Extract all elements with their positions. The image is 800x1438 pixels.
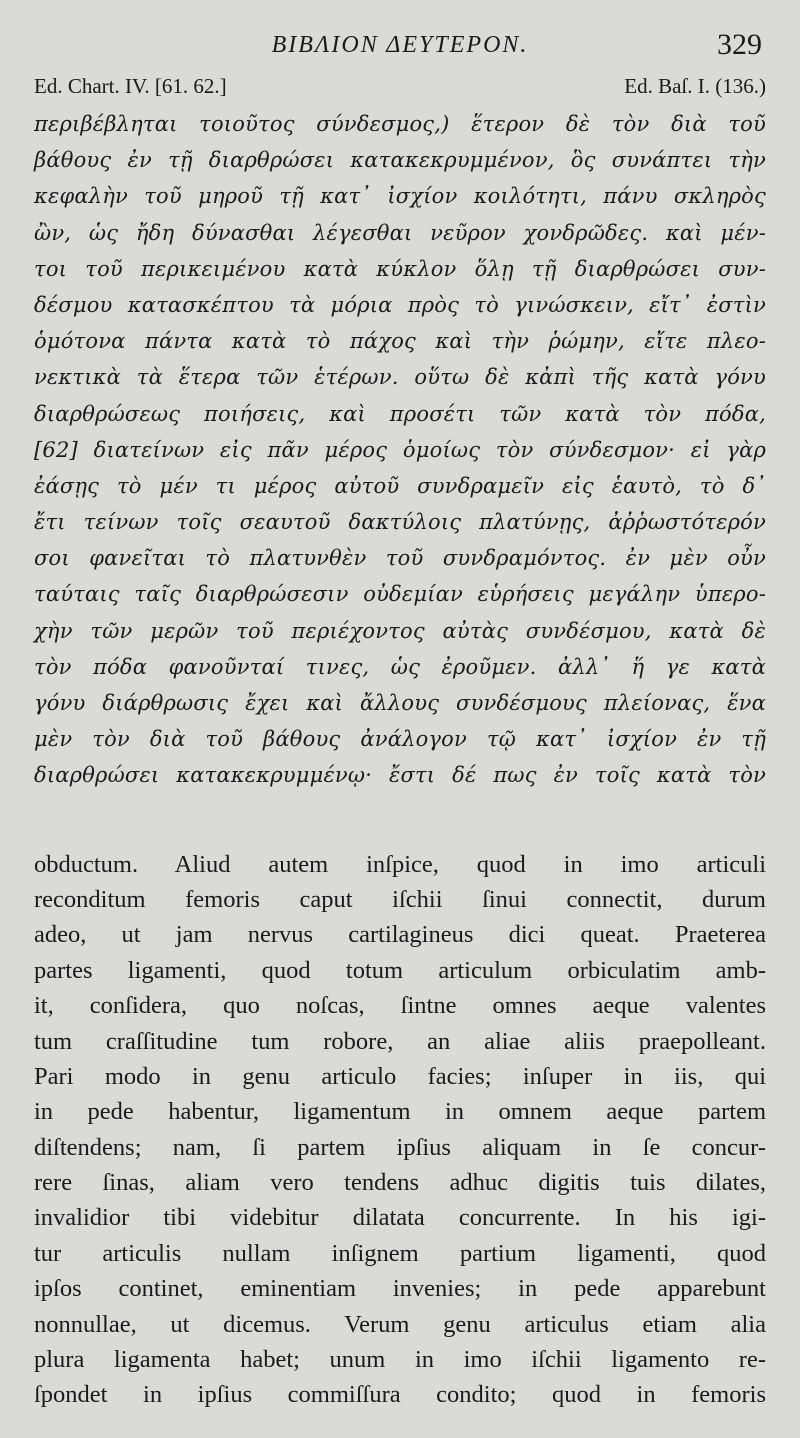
greek-text-line: γόνυ διάρθρωσις ἔχει καὶ ἄλλους συνδέσμους πλείονας, ἕνα xyxy=(34,691,766,715)
latin-text-line: tur articulis nullam inſignem partium ligamenti, quod xyxy=(34,1239,766,1267)
running-head xyxy=(34,28,766,68)
greek-text-block xyxy=(34,106,766,794)
latin-text-line: ſpondet in ipſius commiſſura condito; quod in femoris xyxy=(34,1381,766,1409)
greek-text-line: κεφαλὴν τοῦ μηροῦ τῇ κατ᾽ ἰσχίον κοιλότητι, πάνυ σκληρὸς xyxy=(34,184,766,209)
edition-chartier-reference: Ed. Chart. IV. [61. 62.] xyxy=(34,74,227,98)
latin-text-line: tum craſſitudine tum robore, an aliae aliis praepolleant. xyxy=(34,1027,766,1055)
greek-text-line: ὁμότονα πάντα κατὰ τὸ πάχος καὶ τὴν ῥώμην, εἴτε πλεο- xyxy=(34,329,766,354)
latin-text-line: partes ligamenti, quod totum articulum orbiculatim amb- xyxy=(34,956,766,984)
latin-text-block xyxy=(34,847,766,1413)
latin-text-line: invalidior tibi videbitur dilatata concurrente. In his igi- xyxy=(34,1204,766,1232)
greek-text-line: ὢν, ὡς ἤδη δύνασθαι λέγεσθαι νεῦρον χονδρῶδες. καὶ μέν- xyxy=(34,220,766,245)
edition-basel-reference: Ed. Baſ. I. (136.) xyxy=(624,74,766,98)
latin-text-line: adeo, ut jam nervus cartilagineus dici queat. Praeterea xyxy=(34,921,766,949)
greek-text-line: περιβέβληται τοιοῦτος σύνδεσμος,) ἕτερον δὲ τὸν διὰ τοῦ xyxy=(34,112,766,136)
greek-text-line: ἔτι τείνων τοῖς σεαυτοῦ δακτύλοις πλατύνῃς, ἀῤῥωστότερόν xyxy=(34,510,766,535)
latin-text-line: diſtendens; nam, ſi partem ipſius aliquam in ſe concur- xyxy=(34,1133,766,1161)
greek-text-line: διαρθρώσεως ποιήσεις, καὶ προσέτι τῶν κατὰ τὸν πόδα, xyxy=(34,401,766,426)
latin-text-line: plura ligamenta habet; unum in imo iſchii ligamento re- xyxy=(34,1346,766,1374)
greek-text-line: χὴν τῶν μερῶν τοῦ περιέχοντος αὐτὰς συνδέσμου, κατὰ δὲ xyxy=(34,618,766,643)
greek-text-line: διαρθρώσει κατακεκρυμμένῳ· ἔστι δέ πως ἐν τοῖς κατὰ τὸν xyxy=(34,763,766,788)
greek-text-line: τὸν πόδα φανοῦνταί τινες, ὡς ἐροῦμεν. ἀλλ᾽ ἥ γε κατὰ xyxy=(34,654,766,679)
greek-text-line: νεκτικὰ τὰ ἕτερα τῶν ἑτέρων. οὕτω δὲ κἀπὶ τῆς κατὰ γόνυ xyxy=(34,365,766,390)
running-title: ΒΙΒΛΙΟΝ ΔΕΥΤΕΡΟΝ. xyxy=(271,32,529,58)
edition-reference-line xyxy=(34,74,766,104)
greek-text-line: τοι τοῦ περικειμένου κατὰ κύκλον ὅλῃ τῇ διαρθρώσει συν- xyxy=(34,256,766,281)
latin-text-line: ipſos continet, eminentiam invenies; in pede apparebunt xyxy=(34,1275,766,1303)
latin-text-line: it, conſidera, quo noſcas, ſintne omnes aeque valentes xyxy=(34,992,766,1020)
greek-text-line: [62] διατείνων εἰς πᾶν μέρος ὁμοίως τὸν σύνδεσμον· εἰ γὰρ xyxy=(34,437,766,462)
latin-text-line: reconditum femoris caput iſchii ſinui connectit, durum xyxy=(34,885,766,913)
page-number: 329 xyxy=(717,28,762,61)
greek-text-line: μὲν τὸν διὰ τοῦ βάθους ἀνάλογον τῷ κατ᾽ ἰσχίον ἐν τῇ xyxy=(34,727,766,752)
latin-text-line: nonnullae, ut dicemus. Verum genu articulus etiam alia xyxy=(34,1310,766,1338)
greek-text-line: ἐάσῃς τὸ μέν τι μέρος αὐτοῦ συνδραμεῖν εἰς ἑαυτὸ, τὸ δ᾽ xyxy=(34,473,766,498)
latin-text-line: obductum. Aliud autem inſpice, quod in imo articuli xyxy=(34,850,766,878)
greek-text-line: δέσμου κατασκέπτου τὰ μόρια πρὸς τὸ γινώσκειν, εἴτ᾽ ἐστὶν xyxy=(34,292,766,317)
latin-text-line: rere ſinas, aliam vero tendens adhuc digitis tuis dilates, xyxy=(34,1169,766,1197)
greek-text-line: σοι φανεῖται τὸ πλατυνθὲν τοῦ συνδραμόντος. ἐν μὲν οὖν xyxy=(34,546,766,571)
greek-text-line: βάθους ἐν τῇ διαρθρώσει κατακεκρυμμένον, ὃς συνάπτει τὴν xyxy=(34,148,766,173)
latin-text-line: Pari modo in genu articulo facies; inſuper in iis, qui xyxy=(34,1062,766,1090)
latin-text-line: in pede habentur, ligamentum in omnem aeque partem xyxy=(34,1098,766,1126)
greek-text-line: ταύταις ταῖς διαρθρώσεσιν οὐδεμίαν εὑρήσεις μεγάλην ὑπερο- xyxy=(34,582,766,607)
